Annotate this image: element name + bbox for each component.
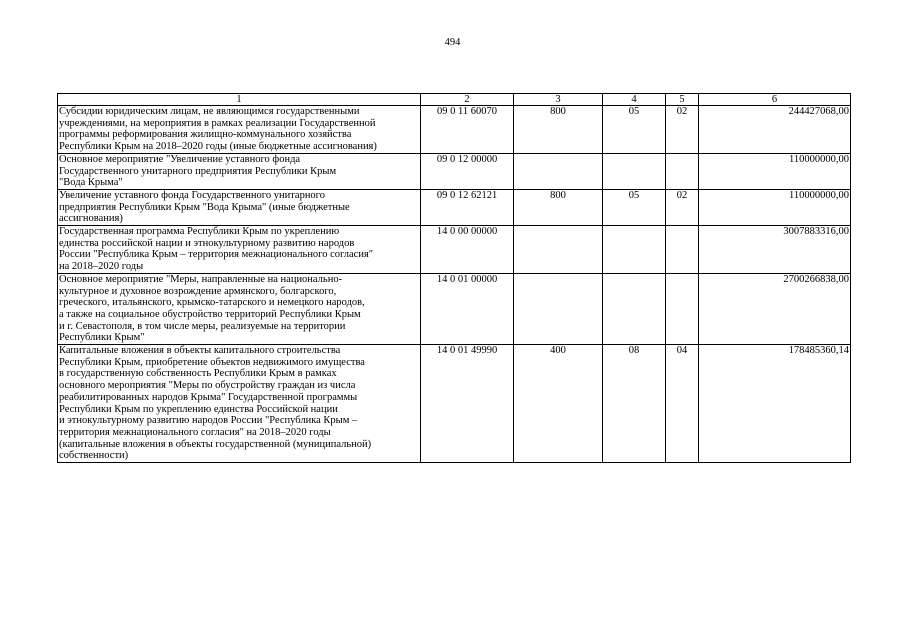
description-line: Республики Крым по укреплению единства Российской нации [59,403,338,415]
description-line: Субсидии юридическим лицам, не являющимся государственными [59,106,360,117]
column-header: 3 [514,94,603,106]
table-row [58,189,851,225]
table-row [58,273,851,344]
expense-type-code [514,153,603,189]
description-cell [58,345,421,463]
target-article-code: 14 0 01 00000 [421,273,514,344]
subsection-code: 02 [666,106,699,154]
amount-cell: 244427068,00 [699,106,851,154]
column-header: 6 [699,94,851,106]
amount-cell: 2700266838,00 [699,273,851,344]
description-line: Основное мероприятие "Увеличение уставного фонда [59,153,301,165]
description-line: территория межнационального согласия" на 2018–2020 годы [59,426,331,438]
expense-type-code: 800 [514,106,603,154]
description-line: Капитальные вложения в объекты капитального строительства [59,345,341,357]
description-line: и г. Севастополя, в том числе меры, реализуемые на территории [59,320,346,332]
description-cell [58,189,421,225]
description-line: программы реформирования жилищно-коммунального хозяйства [59,129,352,141]
expense-type-code: 800 [514,189,603,225]
table-header-row [58,94,851,106]
description-line: основного мероприятия "Меры по обустройству граждан из числа [59,380,356,392]
subsection-code [666,273,699,344]
description-line: "Вода Крыма" [59,177,123,189]
page-number: 494 [444,37,461,48]
subsection-code [666,226,699,274]
description-line: (капитальные вложения в объекты государственной (муниципальной) [59,438,372,450]
expense-type-code [514,226,603,274]
table-row [58,153,851,189]
description-cell [58,106,421,154]
description-line: Республики Крым, приобретение объектов недвижимого имущества [59,356,365,368]
description-line: а также на социальное обустройство территорий Республики Крым [59,308,361,320]
section-code: 05 [603,189,666,225]
description-line: Основное мероприятие "Меры, направленные на национально- [59,273,343,285]
section-code [603,153,666,189]
description-line: реабилитированных народов Крыма" Государственной программы [59,391,358,403]
description-line: Государственная программа Республики Крым по укреплению [59,226,340,238]
description-cell [58,153,421,189]
column-header: 1 [58,94,421,106]
table-row [58,345,851,463]
subsection-code: 04 [666,345,699,463]
section-code: 05 [603,106,666,154]
description-line: предприятия Республики Крым "Вода Крыма" (иные бюджетные [59,201,350,213]
column-header: 5 [666,94,699,106]
description-line: России "Республика Крым – территория межнационального согласия" [59,249,374,261]
description-line: Увеличение уставного фонда Государственного унитарного [59,189,325,201]
description-line: собственности) [59,450,129,462]
description-line: Республики Крым на 2018–2020 годы (иные бюджетные ассигнования) [59,141,377,153]
column-header: 4 [603,94,666,106]
target-article-code: 14 0 00 00000 [421,226,514,274]
table-row [58,226,851,274]
amount-cell: 178485360,14 [699,345,851,463]
description-line: в государственную собственность Республики Крым в рамках [59,368,337,380]
section-code: 08 [603,345,666,463]
description-line: Республики Крым" [59,332,145,344]
description-line: культурное и духовное возрождение армянского, болгарского, [59,285,337,297]
description-line: ассигнования) [59,213,123,225]
column-header: 2 [421,94,514,106]
amount-cell: 3007883316,00 [699,226,851,274]
subsection-code [666,153,699,189]
description-cell [58,273,421,344]
description-line: учреждениями, на мероприятия в рамках реализации Государственной [59,117,376,129]
description-line: и этнокультурному развитию народов России "Республика Крым – [59,415,358,427]
section-code [603,273,666,344]
target-article-code: 14 0 01 49990 [421,345,514,463]
section-code [603,226,666,274]
target-article-code: 09 0 12 62121 [421,189,514,225]
subsection-code: 02 [666,189,699,225]
expense-type-code [514,273,603,344]
description-line: греческого, итальянского, крымско-татарского и немецкого народов, [59,297,365,309]
description-cell [58,226,421,274]
expense-type-code: 400 [514,345,603,463]
amount-cell: 110000000,00 [699,189,851,225]
table-row [58,106,851,154]
description-line: Государственного унитарного предприятия Республики Крым [59,165,337,177]
description-line: единства российской нации и этнокультурному развитию народов [59,237,355,249]
target-article-code: 09 0 11 60070 [421,106,514,154]
description-line: на 2018–2020 годы [59,261,144,273]
amount-cell: 110000000,00 [699,153,851,189]
target-article-code: 09 0 12 00000 [421,153,514,189]
budget-table [57,93,851,463]
